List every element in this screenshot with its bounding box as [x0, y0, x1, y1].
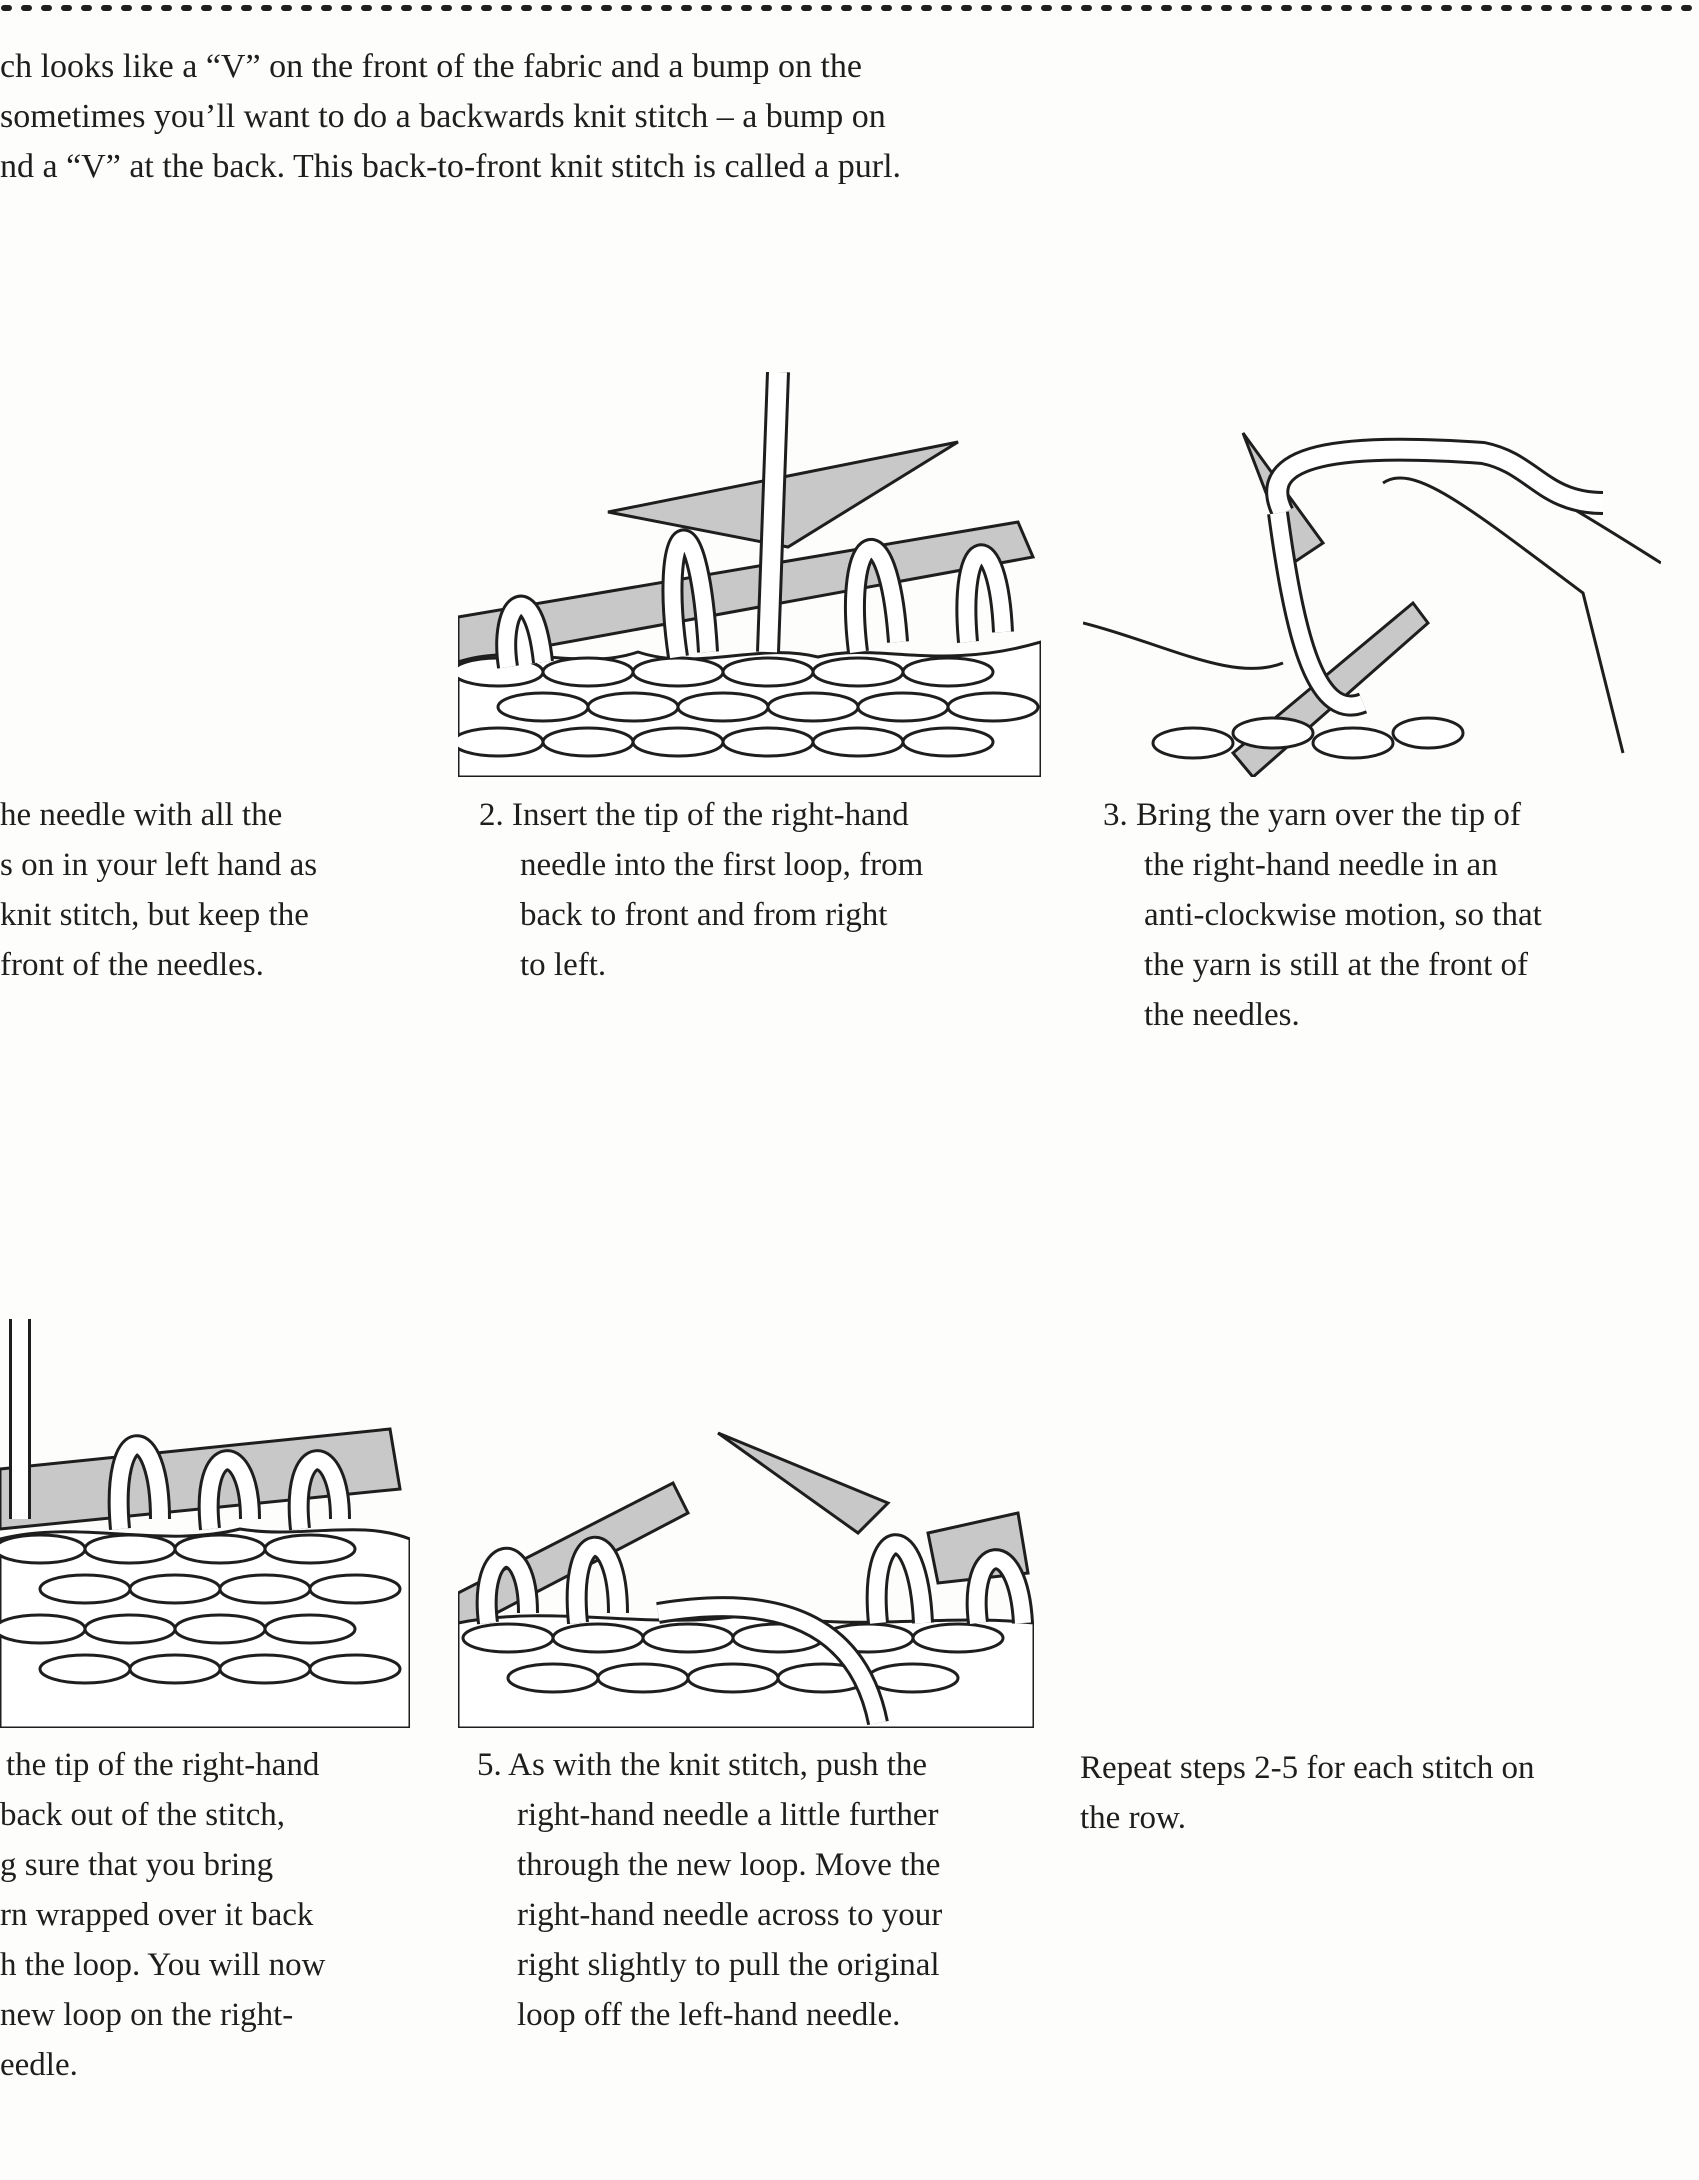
step-line: Repeat steps 2-5 for each stitch on: [1080, 1750, 1535, 1786]
step-line: loop off the left-hand needle.: [517, 1997, 901, 2033]
step-line: h the loop. You will now: [0, 1947, 326, 1983]
step-line: the row.: [1080, 1800, 1186, 1836]
step-line: knit stitch, but keep the: [0, 897, 309, 933]
step-line: right slightly to pull the original: [517, 1947, 940, 1983]
intro-line: nd a “V” at the back. This back-to-front knit stitch is called a purl.: [0, 148, 902, 185]
step-line: right-hand needle across to your: [517, 1897, 943, 1933]
step-line: to left.: [520, 947, 607, 983]
step-line: right-hand needle a little further: [517, 1797, 939, 1833]
step-line: the right-hand needle in an: [1144, 847, 1498, 883]
step-line: the tip of the right-hand: [6, 1747, 320, 1783]
illustration-step-2: [458, 372, 1041, 777]
step-line: eedle.: [0, 2047, 78, 2083]
intro-line: ch looks like a “V” on the front of the fabric and a bump on the: [0, 48, 863, 85]
step-line: he needle with all the: [0, 797, 283, 833]
intro-line: sometimes you’ll want to do a backwards knit stitch – a bump on: [0, 98, 886, 135]
step-line: s on in your left hand as: [0, 847, 318, 883]
step-line: new loop on the right-: [0, 1997, 294, 2033]
illustration-step-4: [0, 1319, 410, 1728]
step-line: rn wrapped over it back: [0, 1897, 314, 1933]
dotted-rule: [0, 2, 1699, 14]
step-line: back out of the stitch,: [0, 1797, 286, 1833]
illustration-step-5: [458, 1423, 1034, 1728]
illustration-step-3: [1083, 423, 1661, 777]
step-line: back to front and from right: [520, 897, 888, 933]
step-line: 2. Insert the tip of the right-hand: [479, 797, 909, 833]
step-line: through the new loop. Move the: [517, 1847, 941, 1883]
step-line: the yarn is still at the front of: [1144, 947, 1528, 983]
step-line: anti-clockwise motion, so that: [1144, 897, 1542, 933]
step-line: the needles.: [1144, 997, 1300, 1033]
step-line: 3. Bring the yarn over the tip of: [1103, 797, 1521, 833]
step-line: needle into the first loop, from: [520, 847, 924, 883]
step-line: 5. As with the knit stitch, push the: [477, 1747, 928, 1783]
step-line: front of the needles.: [0, 947, 264, 983]
step-line: g sure that you bring: [0, 1847, 274, 1883]
